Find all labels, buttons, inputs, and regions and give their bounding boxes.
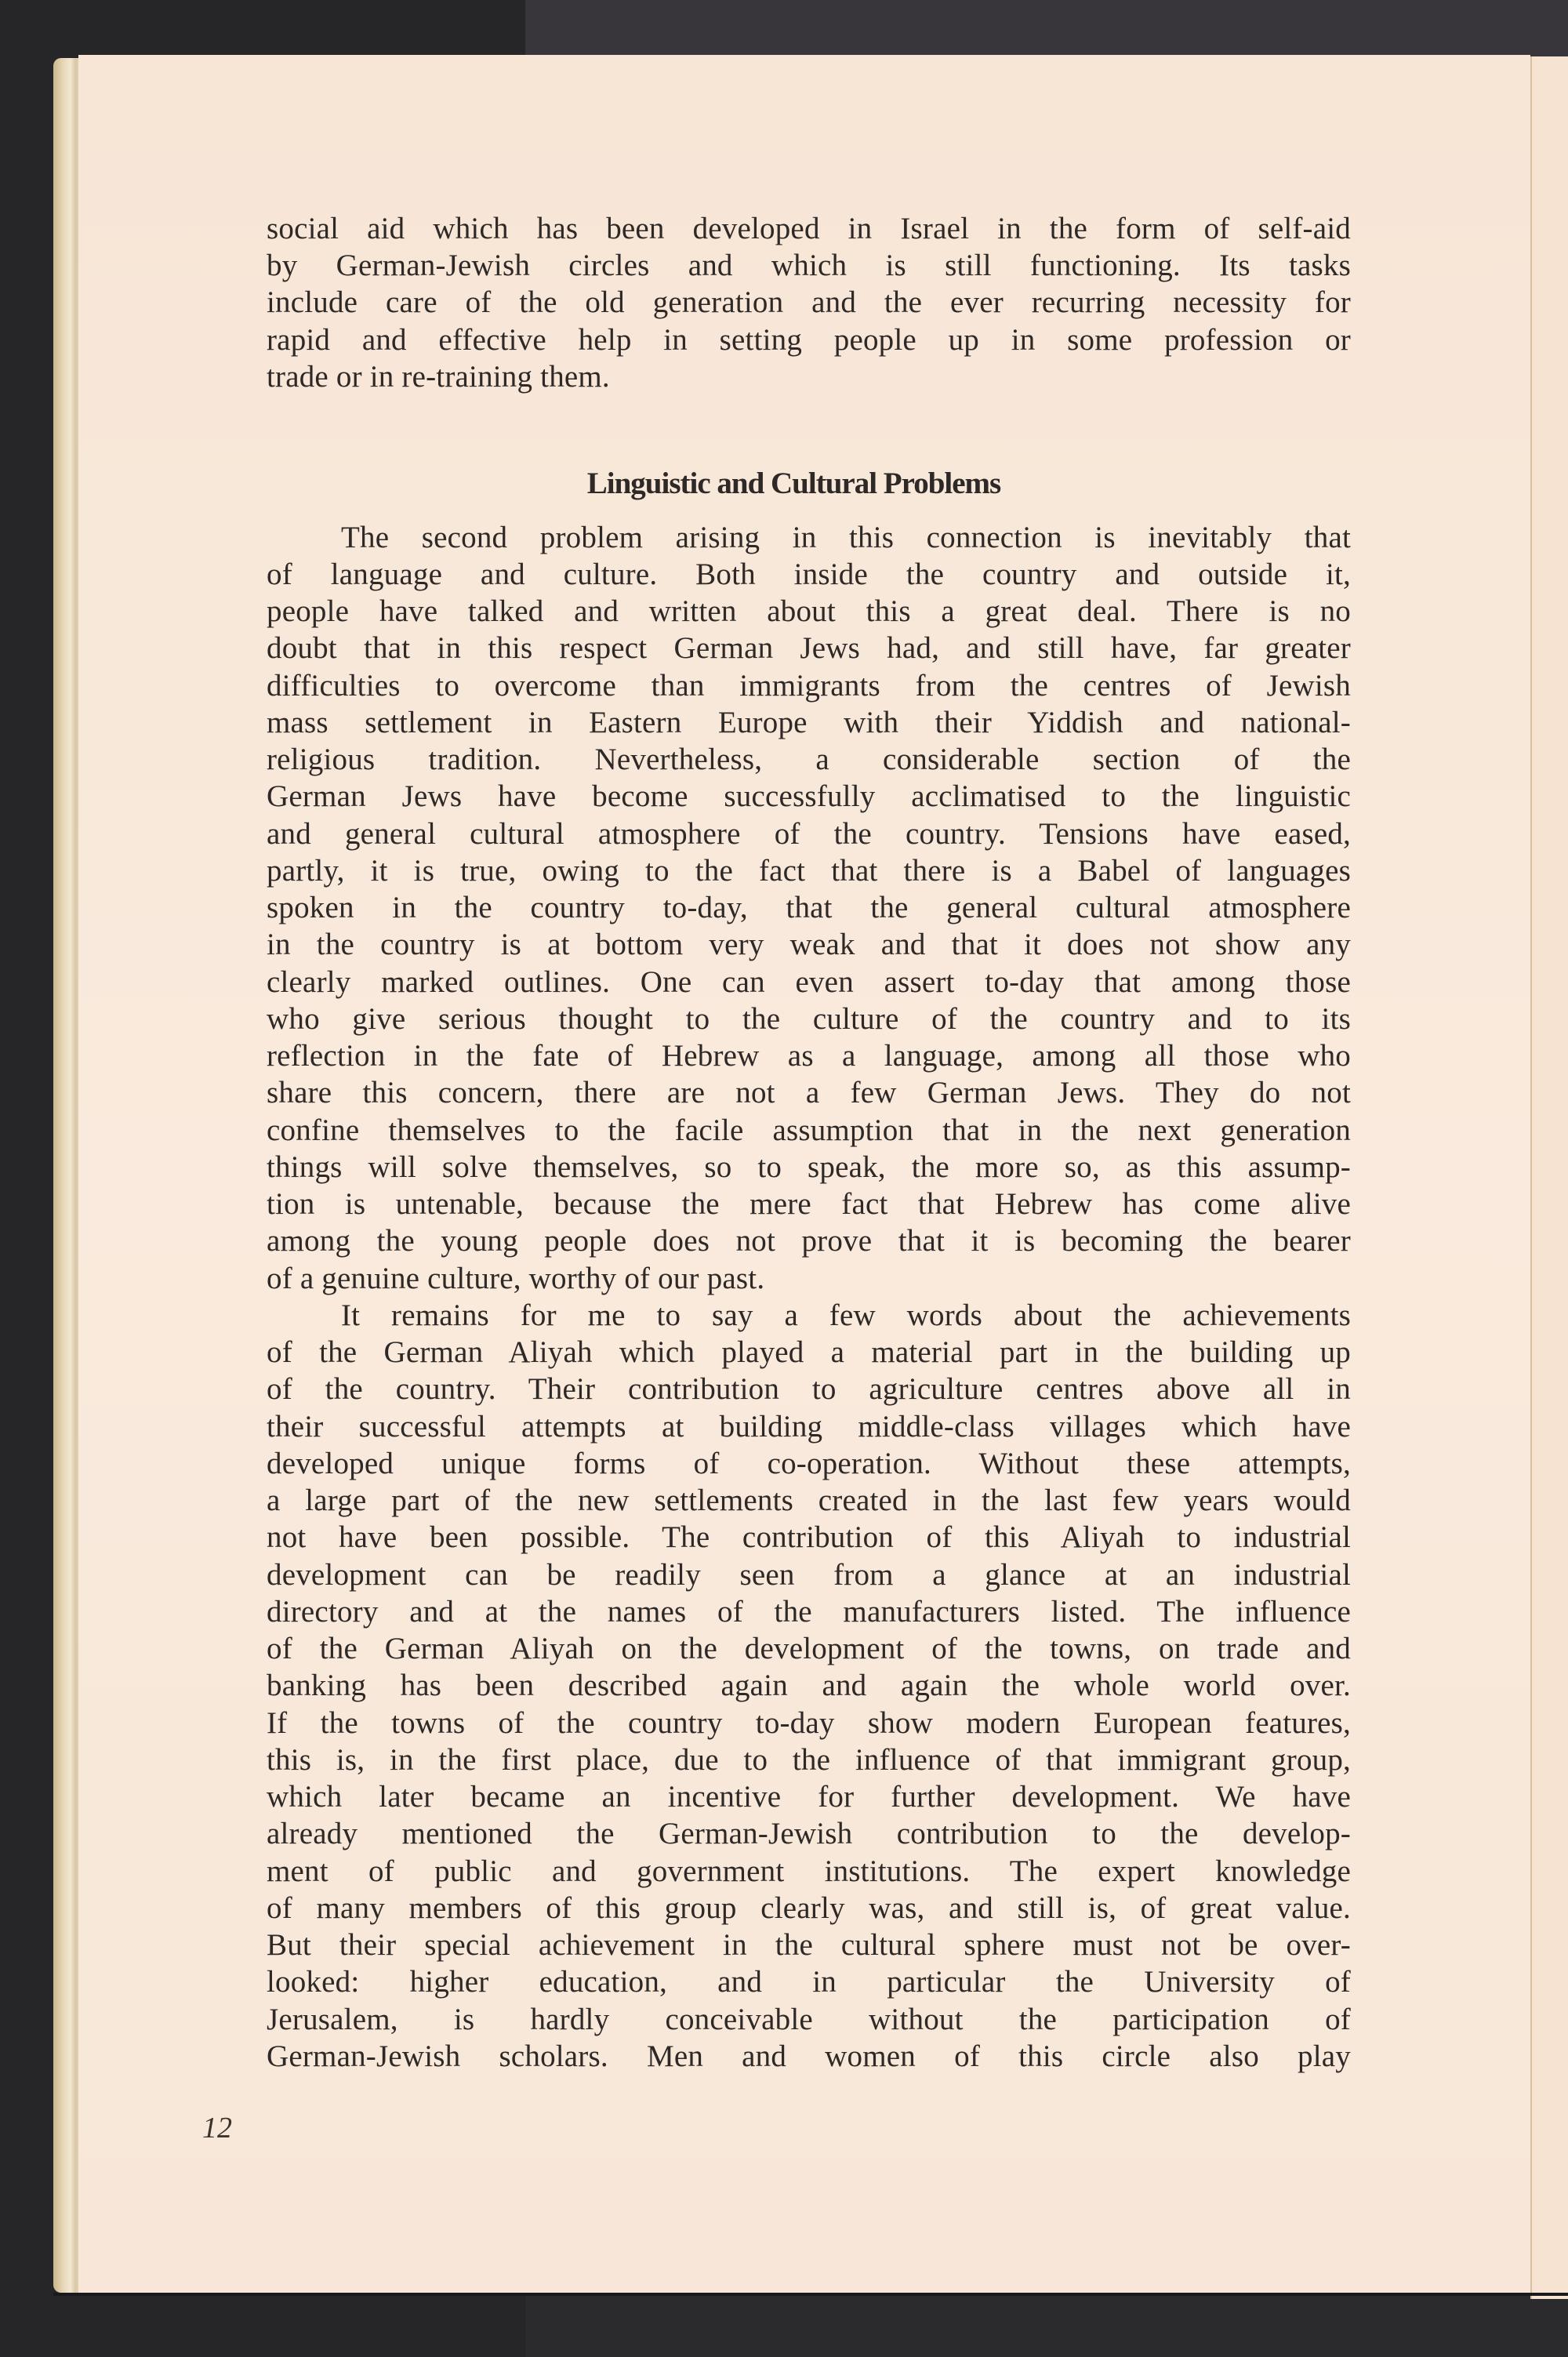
text-line: looked: higher education, and in particular the University of bbox=[267, 1965, 1351, 1999]
text-line: things will solve themselves, so to speak, the more so, as this assump- bbox=[267, 1150, 1351, 1184]
text-line: social aid which has been developed in Israel in the form of self-aid bbox=[267, 212, 1351, 245]
facing-page-edge bbox=[1530, 56, 1568, 2299]
text-line: trade or in re-training them. bbox=[267, 360, 610, 394]
text-line: in the country is at bottom very weak and that it does not show any bbox=[267, 928, 1351, 961]
text-line: The second problem arising in this connection is inevitably that bbox=[341, 521, 1351, 554]
text-line: German Jews have become successfully acclimatised to the linguistic bbox=[267, 779, 1351, 813]
text-line: development can be readily seen from a glance at an industrial bbox=[267, 1558, 1351, 1592]
text-line: among the young people does not prove that it is becoming the bearer bbox=[267, 1224, 1351, 1258]
text-line: mass settlement in Eastern Europe with their Yiddish and national- bbox=[267, 706, 1351, 739]
text-line: If the towns of the country to-day show modern European features, bbox=[267, 1706, 1351, 1740]
text-line: of the German Aliyah which played a material part in the building up bbox=[267, 1335, 1351, 1369]
text-line: religious tradition. Nevertheless, a considerable section of the bbox=[267, 743, 1351, 776]
text-line: But their special achievement in the cultural sphere must not be over- bbox=[267, 1928, 1351, 1962]
background-right bbox=[525, 0, 1568, 63]
text-line: developed unique forms of co-operation. Without these attempts, bbox=[267, 1447, 1351, 1480]
text-line: directory and at the names of the manufacturers listed. The influence bbox=[267, 1595, 1351, 1629]
text-line: partly, it is true, owing to the fact that there is a Babel of languages bbox=[267, 854, 1351, 888]
text-line: people have talked and written about this a great deal. There is no bbox=[267, 594, 1351, 628]
text-line: a large part of the new settlements created in the last few years would bbox=[267, 1484, 1351, 1517]
text-line: this is, in the first place, due to the influence of that immigrant group, bbox=[267, 1743, 1351, 1777]
text-line: tion is untenable, because the mere fact that Hebrew has come alive bbox=[267, 1187, 1351, 1221]
text-line: spoken in the country to-day, that the general cultural atmosphere bbox=[267, 891, 1351, 924]
text-line: Jerusalem, is hardly conceivable without the participation of bbox=[267, 2003, 1351, 2036]
text-line: share this concern, there are not a few German Jews. They do not bbox=[267, 1076, 1351, 1109]
text-line: not have been possible. The contribution of this Aliyah to industrial bbox=[267, 1520, 1351, 1554]
text-line: by German-Jewish circles and which is still functioning. Its tasks bbox=[267, 249, 1351, 282]
text-line: ment of public and government institutions. The expert knowledge bbox=[267, 1854, 1351, 1888]
text-line: reflection in the fate of Hebrew as a language, among all those who bbox=[267, 1039, 1351, 1073]
text-line: and general cultural atmosphere of the country. Tensions have eased, bbox=[267, 817, 1351, 851]
text-line: of the country. Their contribution to agriculture centres above all in bbox=[267, 1372, 1351, 1406]
text-line: of many members of this group clearly was, and still is, of great value. bbox=[267, 1891, 1351, 1925]
text-line: already mentioned the German-Jewish contribution to the develop- bbox=[267, 1817, 1351, 1850]
page-number: 12 bbox=[202, 2112, 232, 2145]
text-line: clearly marked outlines. One can even assert to-day that among those bbox=[267, 965, 1351, 999]
text-line: difficulties to overcome than immigrants from the centres of Jewish bbox=[267, 669, 1351, 703]
text-line: confine themselves to the facile assumption that in the next generation bbox=[267, 1113, 1351, 1147]
text-line: include care of the old generation and the ever recurring necessity for bbox=[267, 285, 1351, 319]
text-line: of the German Aliyah on the development of the towns, on trade and bbox=[267, 1632, 1351, 1665]
text-line: of a genuine culture, worthy of our past. bbox=[267, 1262, 765, 1295]
text-line: banking has been described again and again the whole world over. bbox=[267, 1669, 1351, 1702]
text-line: which later became an incentive for further development. We have bbox=[267, 1780, 1351, 1814]
text-line: It remains for me to say a few words about the achievements bbox=[341, 1298, 1351, 1332]
text-line: their successful attempts at building middle-class villages which have bbox=[267, 1410, 1351, 1444]
text-line: rapid and effective help in setting people up in some profession or bbox=[267, 323, 1351, 357]
text-line: German-Jewish scholars. Men and women of this circle also play bbox=[267, 2039, 1351, 2073]
section-heading: Linguistic and Cultural Problems bbox=[586, 467, 1001, 500]
text-line: who give serious thought to the culture of the country and to its bbox=[267, 1002, 1351, 1036]
text-line: doubt that in this respect German Jews had, and still have, far greater bbox=[267, 631, 1351, 665]
text-line: of language and culture. Both inside the country and outside it, bbox=[267, 557, 1351, 591]
page-shadow bbox=[53, 2293, 1568, 2296]
